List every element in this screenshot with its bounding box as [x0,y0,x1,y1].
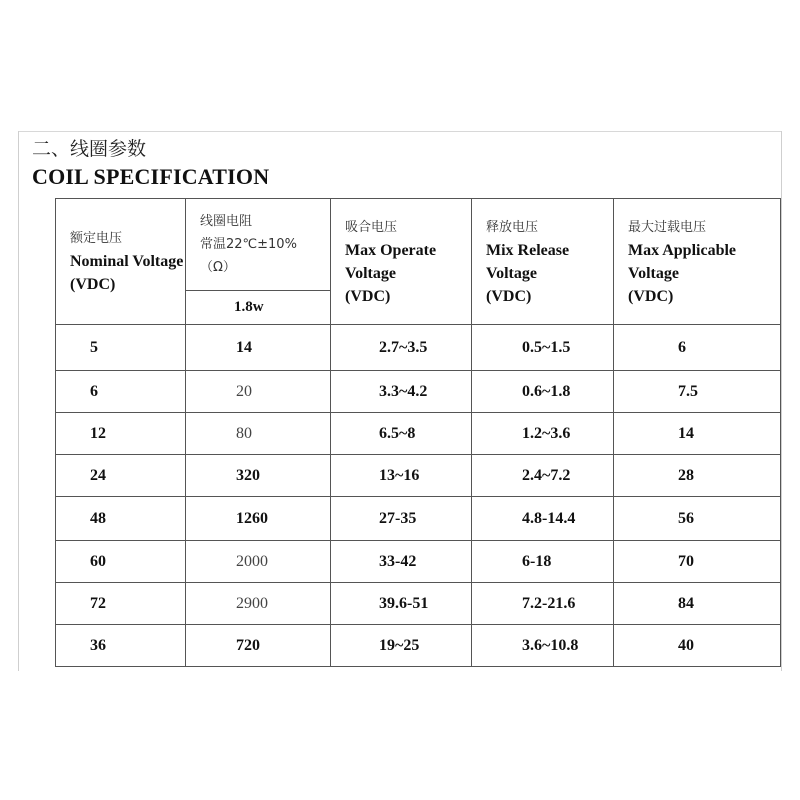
cell-nominal-voltage: 6 [56,371,186,413]
section-title: 二、线圈参数 [32,138,147,160]
cell-nominal-voltage: 60 [56,541,186,583]
cell-applicable-voltage: 70 [614,541,781,583]
cell-applicable-voltage: 40 [614,625,781,667]
cell-resistance: 720 [186,625,331,667]
cell-operate-voltage: 6.5~8 [331,413,472,455]
header-max-operate-voltage: 吸合电压 Max Operate Voltage (VDC) [331,199,472,325]
table-row [56,371,781,413]
cell-nominal-voltage: 24 [56,455,186,497]
left-border-line [18,131,19,671]
header-max-applicable-voltage: 最大过载电压 Max Applicable Voltage (VDC) [614,199,781,325]
cell-resistance: 20 [186,371,331,413]
header-release-voltage: 释放电压 Mix Release Voltage (VDC) [472,199,614,325]
table-row [56,583,781,625]
cell-nominal-voltage: 12 [56,413,186,455]
cell-release-voltage: 0.6~1.8 [472,371,614,413]
cell-release-voltage: 1.2~3.6 [472,413,614,455]
cell-nominal-voltage: 5 [56,325,186,371]
cell-operate-voltage: 39.6-51 [331,583,472,625]
cell-resistance: 14 [186,325,331,371]
cell-nominal-voltage: 48 [56,497,186,541]
cell-operate-voltage: 3.3~4.2 [331,371,472,413]
table-row [56,455,781,497]
coil-spec-table [55,198,781,667]
cell-release-voltage: 6-18 [472,541,614,583]
cell-release-voltage: 2.4~7.2 [472,455,614,497]
cell-resistance: 2900 [186,583,331,625]
cell-applicable-voltage: 56 [614,497,781,541]
cell-nominal-voltage: 72 [56,583,186,625]
cell-operate-voltage: 33-42 [331,541,472,583]
document-title: COIL SPECIFICATION [32,164,270,189]
cell-applicable-voltage: 28 [614,455,781,497]
cell-release-voltage: 0.5~1.5 [472,325,614,371]
cell-resistance: 1260 [186,497,331,541]
cell-nominal-voltage: 36 [56,625,186,667]
cell-release-voltage: 3.6~10.8 [472,625,614,667]
cell-applicable-voltage: 6 [614,325,781,371]
cell-resistance: 2000 [186,541,331,583]
cell-operate-voltage: 2.7~3.5 [331,325,472,371]
table-row [56,325,781,371]
top-border-line [18,131,782,132]
header-coil-resistance: 线圈电阻 常温22℃±10% （Ω） [186,199,331,291]
cell-applicable-voltage: 84 [614,583,781,625]
cell-resistance: 320 [186,455,331,497]
right-border-line [781,131,782,671]
table-row [56,541,781,583]
header-power-rating: 1.8w [186,291,331,325]
cell-applicable-voltage: 14 [614,413,781,455]
cell-release-voltage: 7.2-21.6 [472,583,614,625]
cell-resistance: 80 [186,413,331,455]
cell-operate-voltage: 27-35 [331,497,472,541]
table-row [56,497,781,541]
cell-operate-voltage: 19~25 [331,625,472,667]
cell-operate-voltage: 13~16 [331,455,472,497]
cell-applicable-voltage: 7.5 [614,371,781,413]
table-row [56,413,781,455]
cell-release-voltage: 4.8-14.4 [472,497,614,541]
header-nominal-voltage: 额定电压 Nominal Voltage (VDC) [56,199,186,325]
table-row [56,625,781,667]
